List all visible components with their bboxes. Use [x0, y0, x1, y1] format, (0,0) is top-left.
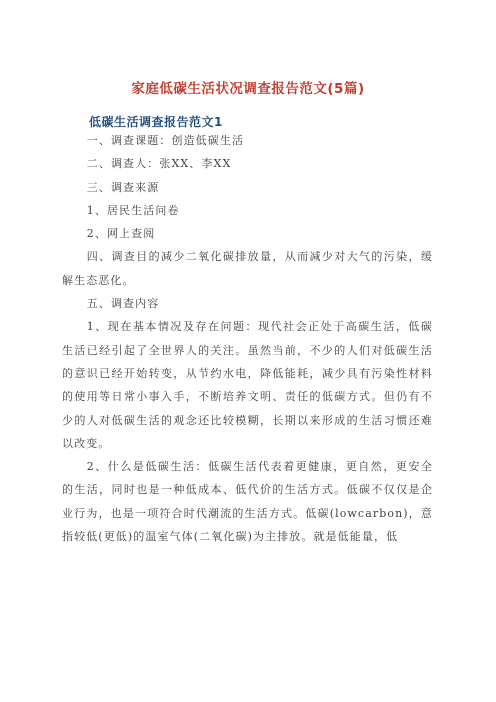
document-body — [62, 129, 433, 548]
paragraph-current-situation: 1、现在基本情况及存在问题：现代社会正处于高碳生活，低碳生活已经引起了全世界人的关注。虽然当前，不少的人们对低碳生活的意识已经开始转变，从节约水电，降低能耗，减少具有污染性材料的使用等日常小事入手，不断培养文明、责任的低碳方式。但仍有不少的人对低碳生活的观念还比较模糊，长期以来形成的生活习惯还难以改变。 — [62, 320, 433, 450]
paragraph-content-heading: 五、调查内容 — [86, 297, 160, 311]
paragraph-purpose: 四、调查目的减少二氧化碳排放量，从而减少对大气的污染，缓解生态恶化。 — [62, 250, 433, 287]
paragraph-topic: 一、调查课题：创造低碳生活 — [86, 134, 245, 147]
paragraph-source-2: 2、网上查阅 — [86, 227, 156, 241]
paragraph-investigators: 二、调查人：张XX、李XX — [86, 157, 232, 171]
paragraph-definition: 2、什么是低碳生活：低碳生活代表着更健康，更自然，更安全的生活，同时也是一种低成本、低代价的生活方式。低碳不仅仅是企业行为，也是一项符合时代潮流的生活方式。低碳(lowcarbon)，意指较低(更低)的温室气体(二氧化碳)为主排放。就是低能量，低 — [62, 460, 433, 544]
paragraph-source-1: 1、居民生活问卷 — [86, 203, 180, 217]
section-heading: 低碳生活调查报告范文1 — [89, 115, 223, 129]
document-title: 家庭低碳生活状况调查报告范文(5篇) — [131, 81, 365, 97]
paragraph-source-heading: 三、调查来源 — [86, 180, 160, 194]
